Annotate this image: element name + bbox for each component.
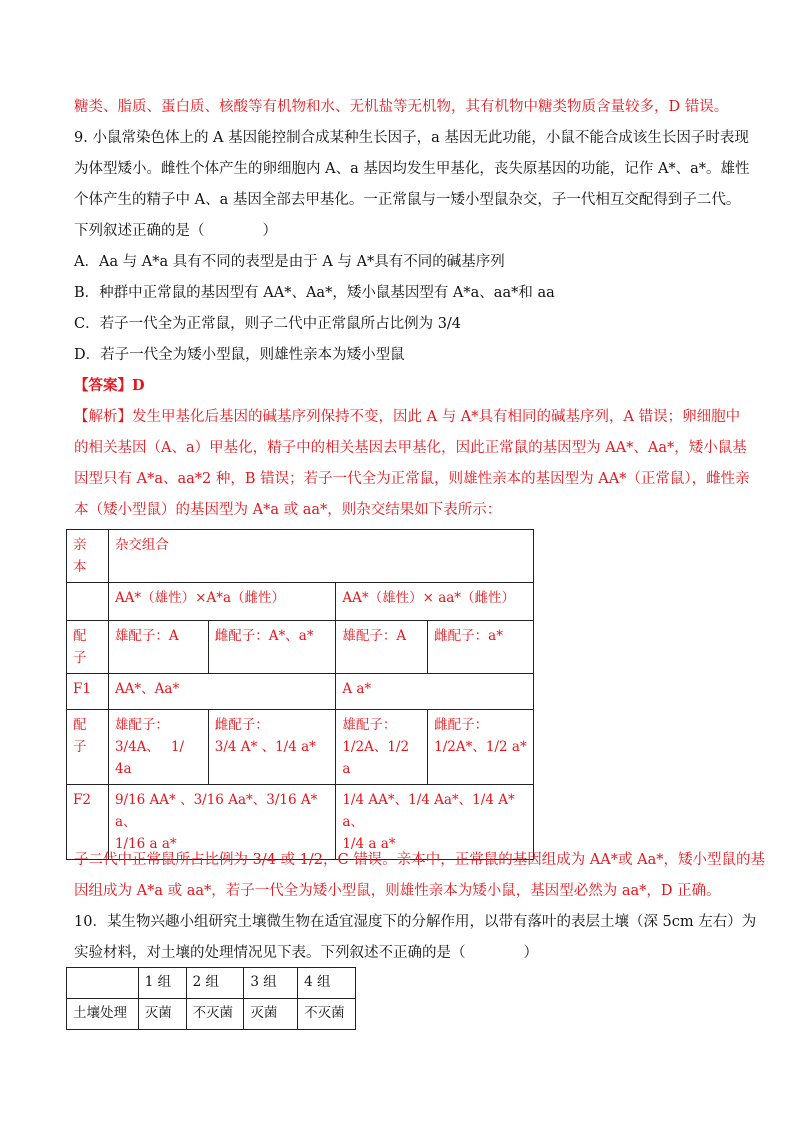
cell: 雄配子：A [336, 621, 428, 674]
cell: 9/16 AA* 、3/16 Aa*、3/16 A* a、 1/16 a a* [108, 785, 335, 860]
table-row [67, 674, 534, 710]
q9-analysis-4: 本（矮小型鼠）的基因型为 A*a 或 aa*，则杂交结果如下表所示： [74, 502, 502, 518]
cell: 雌配子： 3/4 A* 、1/4 a* [208, 710, 336, 785]
q9-analysis-3: 因型只有 A*a、aa*2 种，B 错误；若子一代全为正常鼠，则雄性亲本的基因型为 AA*（正常鼠），雌性亲 [74, 471, 750, 487]
intro-line: 糖类、脂质、蛋白质、核酸等有机物和水、无机盐等无机物，其有机物中糖类物质含量较多，D 错误。 [74, 99, 729, 115]
cell: 灭菌 [244, 999, 298, 1030]
q9-option-b: B．种群中正常鼠的基因型有 AA*、Aa*，矮小鼠基因型有 A*a、aa*和 aa [74, 285, 555, 301]
cell: 雄配子： 3/4A、 1/ 4a [108, 710, 208, 785]
cell: A a* [336, 674, 534, 710]
cell: 雌配子：A*、a* [208, 621, 336, 674]
row-label-soil-treatment: 土壤处理 [67, 999, 139, 1030]
cell-cross-right: AA*（雄性）× aa*（雌性） [336, 583, 534, 621]
table-row [67, 621, 534, 674]
cell-parent-label: 亲 本 [67, 530, 109, 583]
q9-option-c: C．若子一代全为正常鼠，则子二代中正常鼠所占比例为 3/4 [74, 316, 462, 332]
cell: 不灭菌 [298, 999, 356, 1030]
table-row [67, 999, 356, 1030]
cell: 1/4 AA*、1/4 Aa*、1/4 A* a、 1/4 a a* [336, 785, 534, 860]
cross-result-table [66, 529, 534, 860]
q9-conclusion-1: 子二代中正常鼠所占比例为 3/4 或 1/2，C 错误。亲本中，正常鼠的基因组成为 AA*或 Aa*，矮小型鼠的基 [74, 852, 765, 868]
cell: 雌配子： 1/2A*、1/2 a* [428, 710, 534, 785]
cell: 不灭菌 [186, 999, 244, 1030]
header-group-3: 3 组 [244, 968, 298, 999]
header-group-1: 1 组 [138, 968, 186, 999]
cell: 雄配子：A [108, 621, 208, 674]
q9-conclusion-2: 因组成为 A*a 或 aa*，若子一代全为矮小型鼠，则雄性亲本为矮小鼠，基因型必然为 aa*，D 正确。 [74, 883, 721, 899]
table-row [67, 710, 534, 785]
cell-gamete-label: 配 子 [67, 710, 109, 785]
table-row [67, 583, 534, 621]
q9-analysis-2: 的相关基因（A、a）甲基化，精子中的相关基因去甲基化，因此正常鼠的基因型为 AA*、Aa*，矮小鼠基 [74, 440, 747, 456]
cell-f1-label: F1 [67, 674, 109, 710]
table-row [67, 968, 356, 999]
cell: 雄配子： 1/2A、1/2 a [336, 710, 428, 785]
q9-analysis-1: 【解析】发生甲基化后基因的碱基序列保持不变，因此 A 与 A*具有相同的碱基序列，A 错误；卵细胞中 [74, 409, 741, 425]
cell: 灭菌 [138, 999, 186, 1030]
q9-stem-2: 为体型矮小。雌性个体产生的卵细胞内 A、a 基因均发生甲基化，丧失原基因的功能，记作 A*、a*。雄性 [74, 161, 750, 177]
table-row [67, 530, 534, 583]
q10-stem-1: 10．某生物兴趣小组研究土壤微生物在适宜湿度下的分解作用，以带有落叶的表层土壤（深 5cm 左右）为 [74, 914, 757, 930]
q9-stem-4: 下列叙述正确的是（ ） [74, 223, 277, 239]
cell: 雌配子：a* [428, 621, 534, 674]
cell-cross-left: AA*（雄性）×A*a（雌性） [108, 583, 335, 621]
cell-gamete-label: 配 子 [67, 621, 109, 674]
q9-answer: 【答案】D [74, 377, 145, 394]
cell: AA*、Aa* [108, 674, 335, 710]
q10-stem-2: 实验材料，对土壤的处理情况见下表。下列叙述不正确的是（ ） [74, 945, 538, 961]
cell-f2-label: F2 [67, 785, 109, 860]
q9-option-a: A．Aa 与 A*a 具有不同的表型是由于 A 与 A*具有不同的碱基序列 [74, 254, 505, 270]
cell-cross-combo-label: 杂交组合 [108, 530, 533, 583]
q9-stem-3: 个体产生的精子中 A、a 基因全部去甲基化。一正常鼠与一矮小型鼠杂交，子一代相互交配得到子二代。 [74, 192, 741, 208]
cell-empty [67, 583, 109, 621]
table-row [67, 785, 534, 860]
header-group-4: 4 组 [298, 968, 356, 999]
cell-empty [67, 968, 139, 999]
soil-treatment-table [66, 967, 356, 1030]
header-group-2: 2 组 [186, 968, 244, 999]
q9-stem-1: 9. 小鼠常染色体上的 A 基因能控制合成某种生长因子，a 基因无此功能，小鼠不能合成该生长因子时表现 [74, 130, 749, 146]
q9-option-d: D．若子一代全为矮小型鼠，则雄性亲本为矮小型鼠 [74, 347, 405, 363]
